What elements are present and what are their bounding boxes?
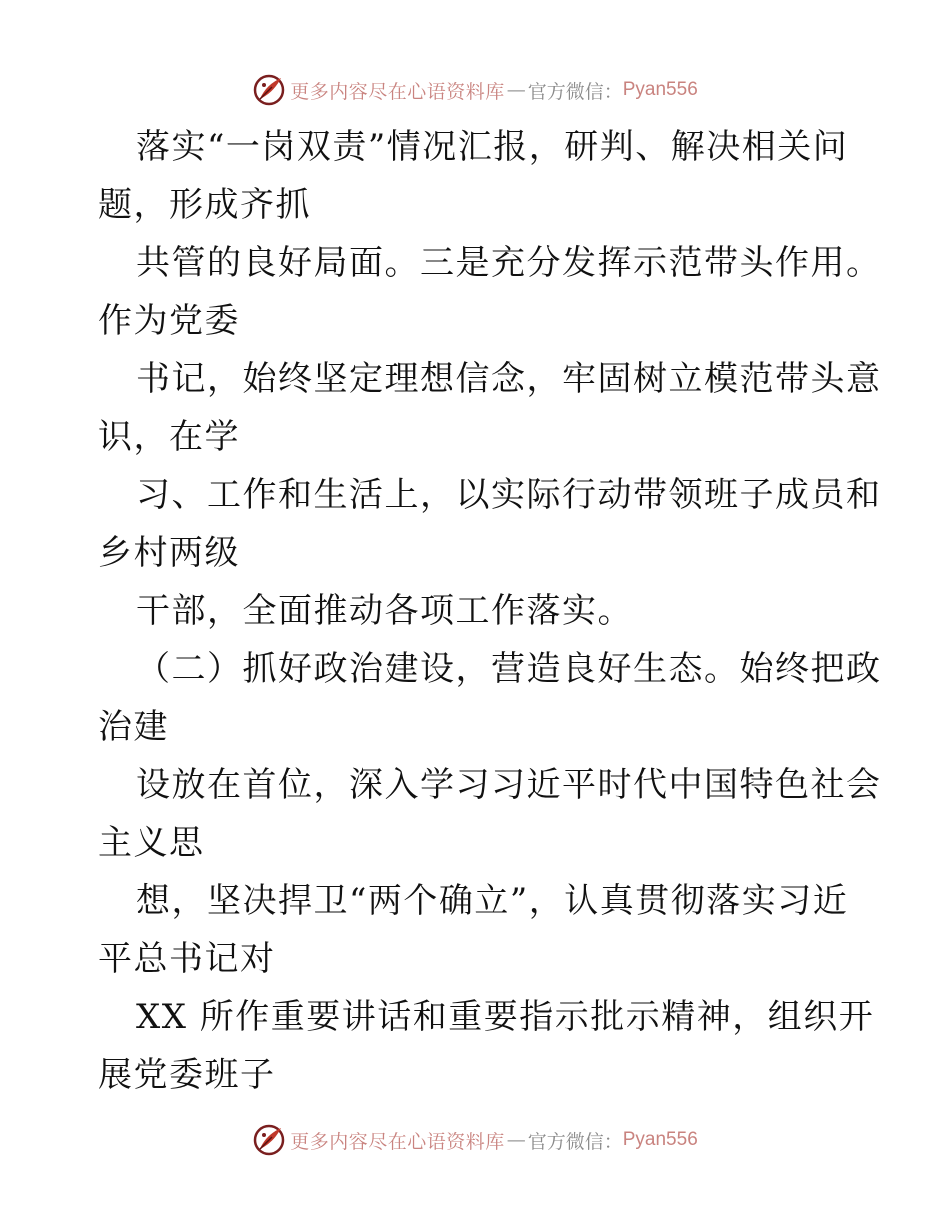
feather-pen-logo-icon xyxy=(252,73,286,107)
banner-wechat-label: 官方微信： xyxy=(527,1130,623,1153)
text-line: 干部，全面推动各项工作落实。 xyxy=(136,591,633,631)
banner-separator: — xyxy=(506,79,526,101)
text-line: 作为党委 xyxy=(98,301,240,341)
header-banner xyxy=(0,70,950,110)
text-line: 识，在学 xyxy=(98,417,240,457)
banner-wechat-id: Pyan556 xyxy=(622,1129,698,1150)
banner-text: 更多内容尽在心语资料库 xyxy=(290,80,505,103)
banner-separator: — xyxy=(506,1129,526,1151)
feather-pen-logo-icon xyxy=(252,1123,286,1157)
text-line: 落实“一岗双责”情况汇报，研判、解决相关问 xyxy=(136,127,849,167)
text-line: 共管的良好局面。三是充分发挥示范带头作用。 xyxy=(136,243,882,283)
banner-text: 更多内容尽在心语资料库 xyxy=(290,1130,505,1153)
banner-wechat-id: Pyan556 xyxy=(622,79,698,100)
text-line: 习、工作和生活上，以实际行动带领班子成员和 xyxy=(136,475,882,515)
text-line: 乡村两级 xyxy=(98,533,240,573)
text-line: 设放在首位，深入学习习近平时代中国特色社会 xyxy=(136,765,882,805)
document-body xyxy=(98,118,882,1104)
banner-wechat-label: 官方微信： xyxy=(527,80,623,103)
text-line: 治建 xyxy=(98,707,169,747)
text-line: 展党委班子 xyxy=(98,1055,276,1095)
footer-banner xyxy=(0,1120,950,1160)
text-line: 题，形成齐抓 xyxy=(98,185,311,225)
text-line: 想，坚决捍卫“两个确立”，认真贯彻落实习近 xyxy=(136,881,849,921)
text-line: XX 所作重要讲话和重要指示批示精神，组织开 xyxy=(136,997,875,1037)
text-line: 书记，始终坚定理想信念，牢固树立模范带头意 xyxy=(136,359,882,399)
text-line: （二）抓好政治建设，营造良好生态。始终把政 xyxy=(136,649,882,689)
text-line: 平总书记对 xyxy=(98,939,276,979)
text-line: 主义思 xyxy=(98,823,205,863)
